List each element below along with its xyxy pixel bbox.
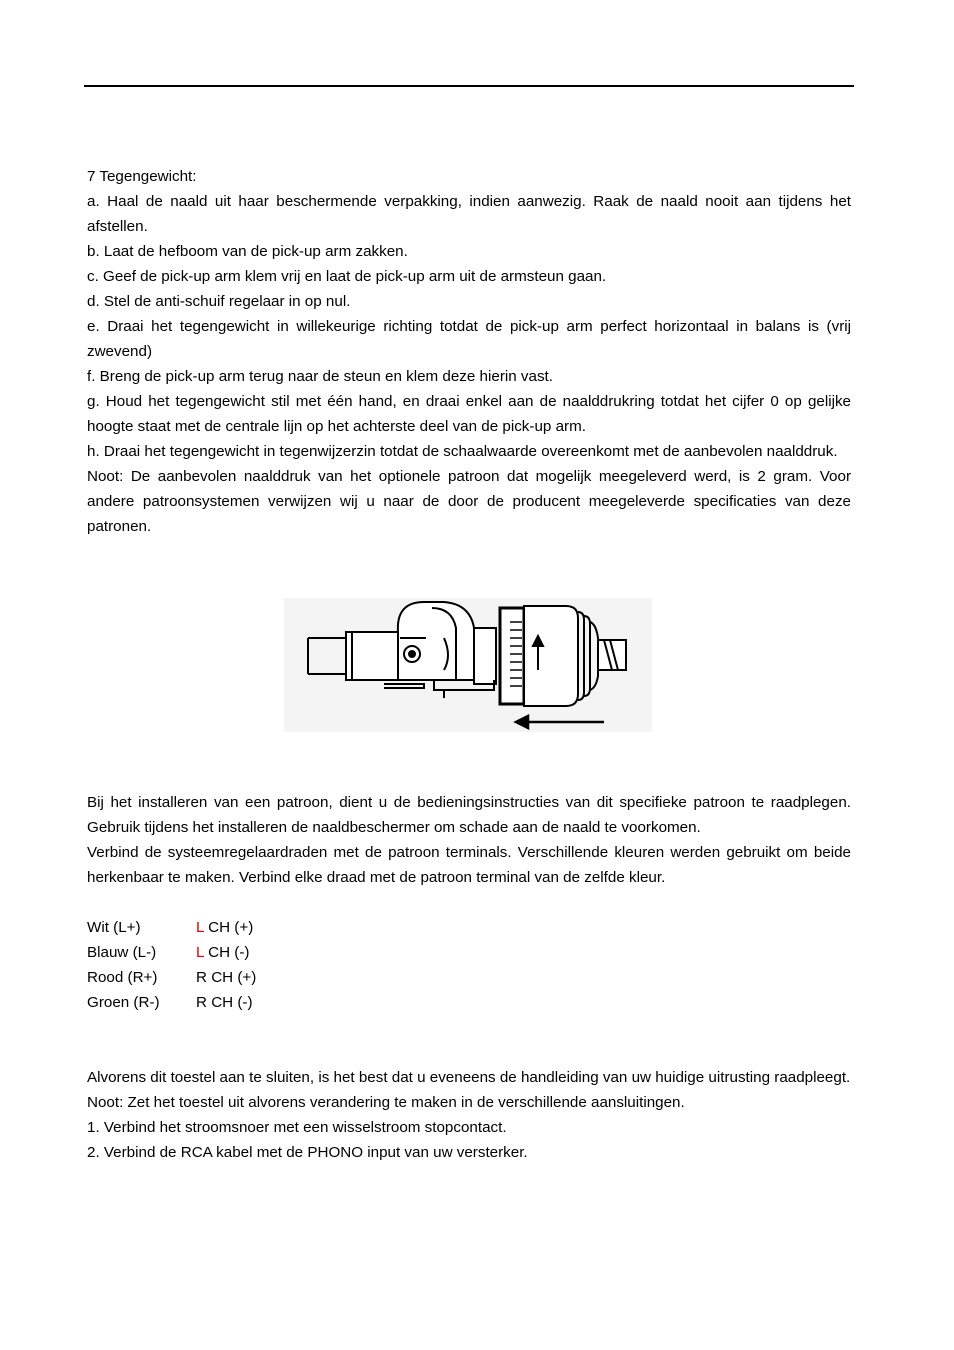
wire-row [87,915,256,940]
step-c: c. Geef de pick-up arm klem vrij en laat de pick-up arm uit de armsteun gaan. [87,268,607,285]
channel-letter: R [196,994,207,1011]
channel-letter: L [196,944,204,961]
tonearm-counterweight-illustration [284,598,652,732]
wire-channel [196,990,253,1015]
note-tracking-force: Noot: De aanbevolen naalddruk van het optionele patroon dat mogelijk meegeleverd werd, is 2 gram. Voor andere patroonsystemen verwijzen wij u naar de door de producent meegeleverde specificaties van deze patronen. [87,468,851,535]
step-g: g. Houd het tegengewicht stil met één hand, en draai enkel aan de naalddrukring totdat het cijfer 0 op gelijke hoogte staat met de centrale lijn op het achterste deel van de pick-up arm. [87,393,851,435]
wire-color: Rood (R+) [87,969,158,986]
cartridge-install-text: Bij het installeren van een patroon, dient u de bedieningsinstructies van dit specifieke patroon te raadplegen. Gebruik tijdens het installeren de naaldbeschermer om schade aan de naald te voorkomen. [87,794,851,836]
step-e: e. Draai het tegengewicht in willekeurige richting totdat de pick-up arm perfect horizontaal in balans is (vrij zwevend) [87,318,851,360]
section-cartridge [87,790,851,890]
channel-sign: CH (+) [206,969,257,986]
wire-row [87,940,256,965]
wire-channel [196,965,256,990]
step-f: f. Breng de pick-up arm terug naar de steun en klem deze hierin vast. [87,368,553,385]
channel-letter: L [196,919,204,936]
section-counterweight [87,164,851,539]
step-h: h. Draai het tegengewicht in tegenwijzerzin totdat de schaalwaarde overeenkomt met de aanbevolen naalddruk. [87,443,838,460]
wire-row [87,965,256,990]
connection-intro: Alvorens dit toestel aan te sluiten, is het best dat u eveneens de handleiding van uw huidige uitrusting raadpleegt. [87,1069,851,1086]
channel-letter: R [196,969,207,986]
channel-sign: CH (+) [203,919,254,936]
connection-step-1: 1. Verbind het stroomsnoer met een wisselstroom stopcontact. [87,1119,507,1136]
wire-row [87,990,256,1015]
section-title: 7 Tegengewicht: [87,168,197,185]
section-connection [87,1065,851,1165]
channel-sign: CH (-) [203,944,250,961]
wire-color: Wit (L+) [87,919,141,936]
wire-color: Blauw (L-) [87,944,157,961]
connection-step-2: 2. Verbind de RCA kabel met de PHONO input van uw versterker. [87,1144,528,1161]
channel-sign: CH (-) [206,994,253,1011]
step-d: d. Stel de anti-schuif regelaar in op nul. [87,293,351,310]
step-a: a. Haal de naald uit haar beschermende verpakking, indien aanwezig. Raak de naald nooit aan tijdens het afstellen. [87,193,851,235]
wire-channel [196,940,249,965]
wire-channel [196,915,253,940]
header-rule [84,85,854,87]
connection-note: Noot: Zet het toestel uit alvorens verandering te maken in de verschillende aansluitingen. [87,1094,685,1111]
step-b: b. Laat de hefboom van de pick-up arm zakken. [87,243,408,260]
wire-table [87,915,256,1015]
wire-color: Groen (R-) [87,994,160,1011]
wire-connect-text: Verbind de systeemregelaardraden met de patroon terminals. Verschillende kleuren werden gebruikt om beide herkenbaar te maken. Verbind elke draad met de patroon terminal van de zelfde kleur. [87,844,851,886]
